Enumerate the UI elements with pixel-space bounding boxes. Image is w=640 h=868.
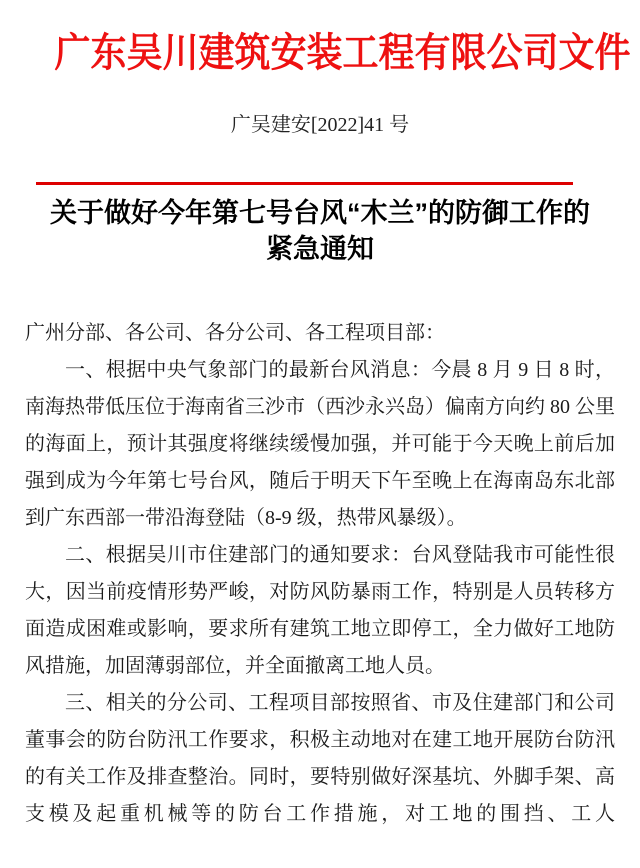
body-paragraph-2: 二、根据吴川市住建部门的通知要求：台风登陆我市可能性很大，因当前疫情形势严峻，对防风防暴雨工作，特别是人员转移方面造成困难或影响，要求所有建筑工地立即停工，全力做好工地防风措施，加固薄弱部位，并全面撤离工地人员。 [25, 544, 615, 677]
document-title [25, 195, 615, 267]
salutation-line: 广州分部、各公司、各分公司、各工程项目部： [25, 322, 445, 344]
body-paragraph-1: 一、根据中央气象部门的最新台风消息：今晨 8 月 9 日 8 时，南海热带低压位于海南省三沙市（西沙永兴岛）偏南方向约 80 公里的海面上，预计其强度将继续缓慢加强，并可能于今天晚上前后加强到成为今年第七号台风，随后于明天下午至晚上在海南岛东北部到广东西部一带沿海登陆（8-9 级，热带风暴级）。 [25, 359, 615, 529]
document-number: 广吴建安[2022]41 号 [230, 114, 410, 136]
document-title-line2: 紧急通知 [266, 234, 374, 264]
company-header-title: 广东吴川建筑安装工程有限公司文件 [54, 31, 631, 75]
red-divider-line [36, 182, 573, 185]
body-paragraph-3: 三、相关的分公司、工程项目部按照省、市及住建部门和公司董事会的防台防汛工作要求，积极主动地对在建工地开展防台防汛的有关工作及排查整治。同时，要特别做好深基坑、外脚手架、高支模及起重机械等的防台工作措施，对工地的围挡、工人 [25, 692, 615, 825]
document-title-line1: 关于做好今年第七号台风“木兰”的防御工作的 [50, 198, 590, 228]
